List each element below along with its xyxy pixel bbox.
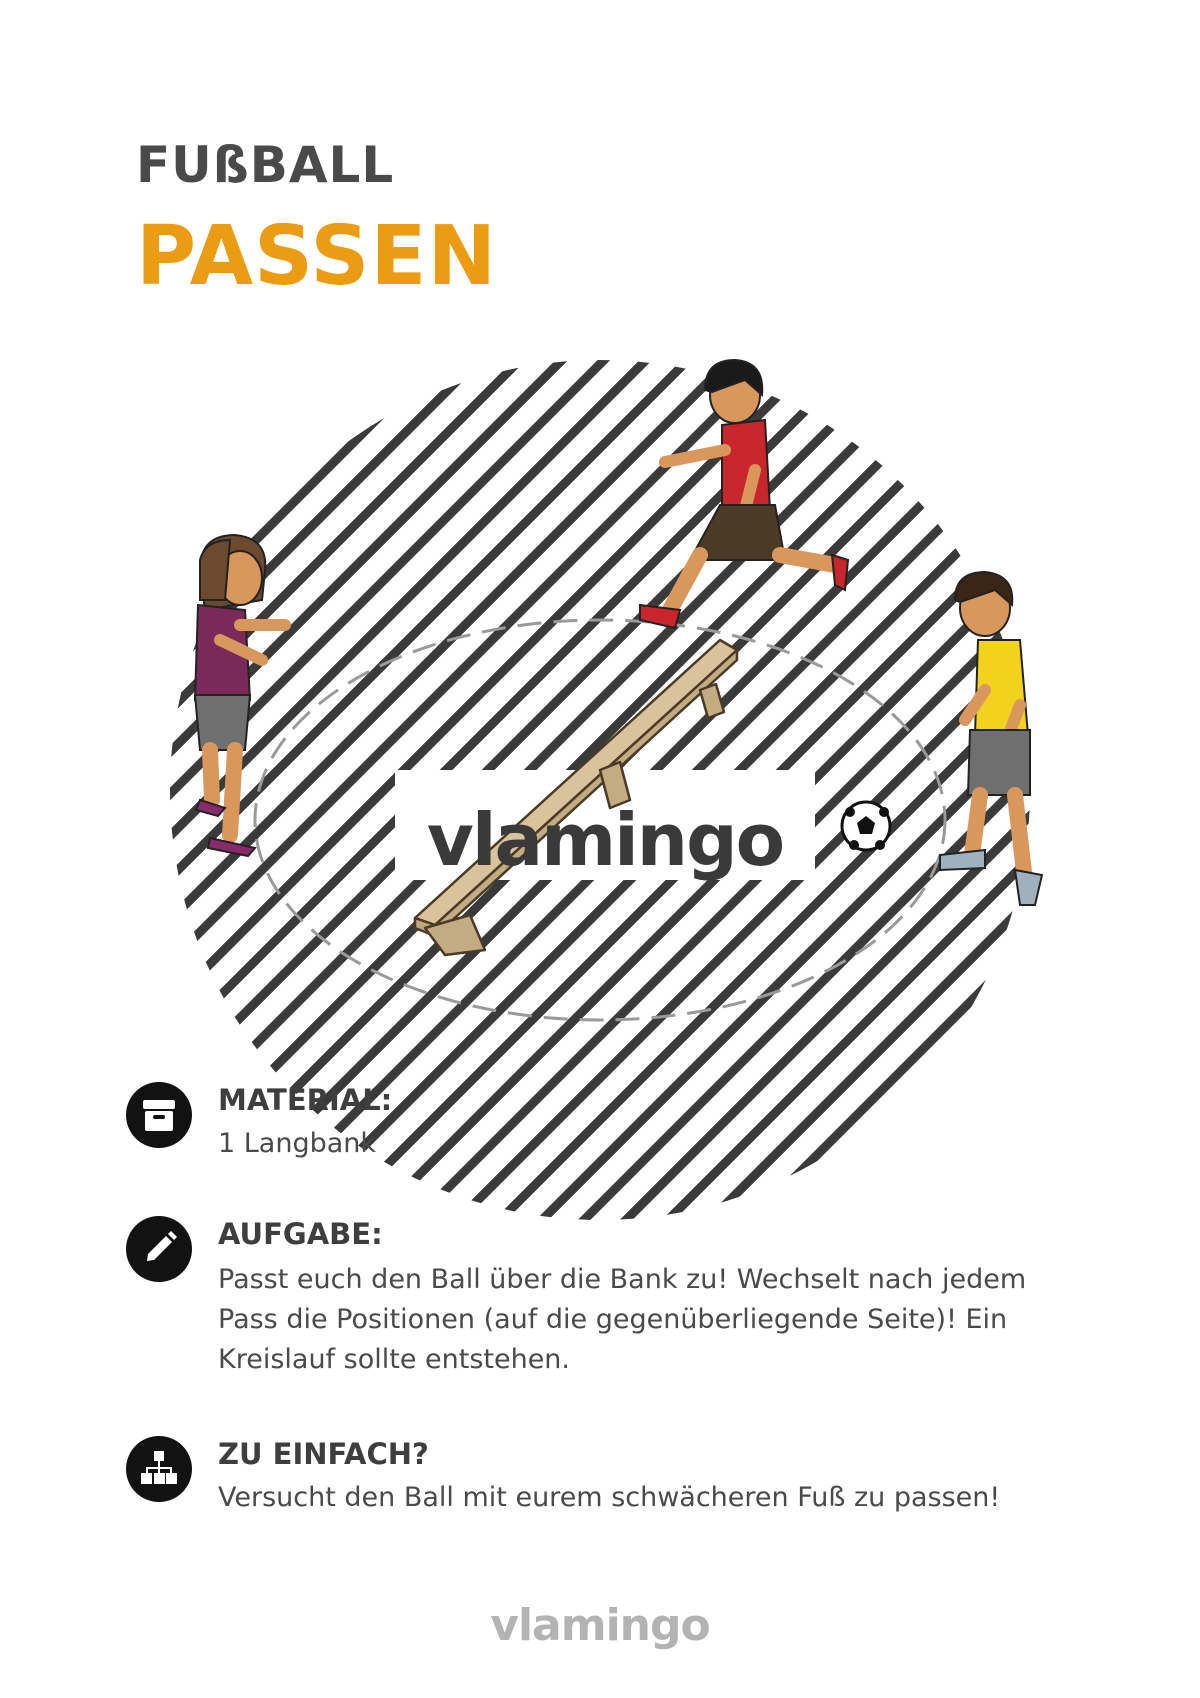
hierarchy-icon	[126, 1436, 192, 1502]
section-label: AUFGABE:	[218, 1217, 383, 1251]
stripe	[1092, 0, 1200, 1300]
section-body: Versucht den Ball mit eurem schwächeren Fuß zu passen!	[218, 1482, 1001, 1513]
watermark-logo: vlamingo	[426, 798, 784, 882]
page-title: PASSEN	[136, 209, 498, 304]
stripe	[1134, 0, 1200, 1300]
archive-box-icon	[126, 1082, 192, 1148]
soccer-ball	[842, 802, 890, 850]
footer-logo: vlamingo	[490, 1600, 710, 1651]
section-body: 1 Langbank	[218, 1128, 377, 1159]
stripe	[1050, 0, 1200, 1300]
sport-category: FUßBALL	[136, 136, 395, 194]
stripe	[1176, 0, 1200, 1300]
pencil-icon	[126, 1216, 192, 1282]
section-label: MATERIAL:	[218, 1083, 393, 1117]
section-label: ZU EINFACH?	[218, 1437, 429, 1471]
section-body: Passt euch den Ball über die Bank zu! Wechselt nach jedem Pass die Positionen (auf die gegenüberliegende Seite)! Ein Kreislauf sollte entstehen.	[218, 1264, 1027, 1375]
